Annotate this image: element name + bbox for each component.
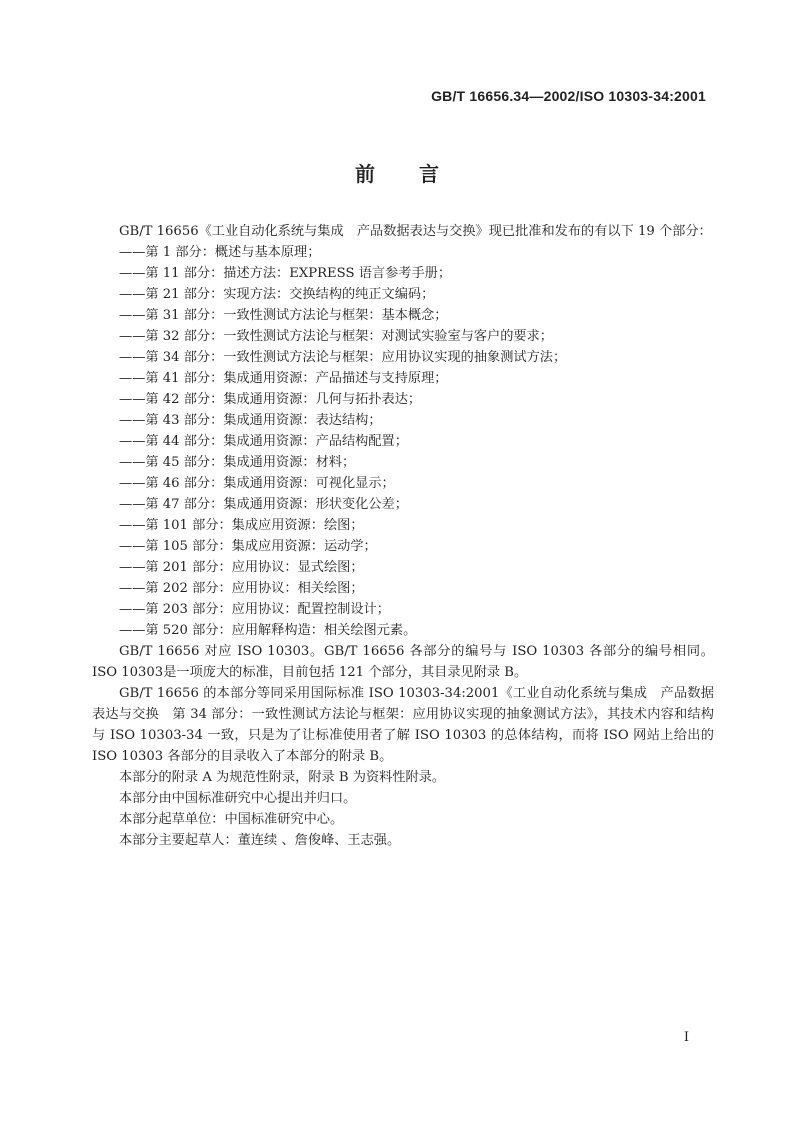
part-list-item: ——第 11 部分：描述方法：EXPRESS 语言参考手册； xyxy=(119,266,452,281)
part-list-item: ——第 21 部分：实现方法：交换结构的纯正文编码； xyxy=(119,287,435,302)
standard-code-header: GB/T 16656.34—2002/ISO 10303-34:2001 xyxy=(431,88,706,104)
part-list-item: ——第 45 部分：集成通用资源：材料； xyxy=(119,455,356,470)
part-list-item: ——第 31 部分：一致性测试方法论与框架：基本概念； xyxy=(119,308,448,323)
part-list-item: ——第 203 部分：应用协议：配置控制设计； xyxy=(119,602,390,617)
foreword-paragraph: GB/T 16656 的本部分等同采用国际标准 ISO 10303-34:2001《工业自动化系统与集成 产品数据表达与交换 第 34 部分：一致性测试方法论与框架：应用协议实现的抽象测试方法》，其技术内容和结构与 ISO 10303-34 一致，只是为了让标准使用者了解 ISO 10303 的总体结构，而将 ISO 网站上给出的 ISO 10303 各部分的目录收入了本部分的附录 B。 xyxy=(92,686,714,764)
page-number: I xyxy=(683,1030,689,1045)
part-list-item: ——第 43 部分：集成通用资源：表达结构； xyxy=(119,413,382,428)
foreword-paragraph: 本部分的附录 A 为规范性附录，附录 B 为资料性附录。 xyxy=(119,770,446,785)
part-list-item: ——第 202 部分：应用协议：相关绘图； xyxy=(119,581,364,596)
part-list-item: ——第 47 部分：集成通用资源：形状变化公差； xyxy=(119,497,408,512)
part-list-item: ——第 42 部分：集成通用资源：几何与拓扑表达； xyxy=(119,392,422,407)
page-title: 前言 xyxy=(355,162,483,186)
part-list-item: ——第 32 部分：一致性测试方法论与框架：对测试实验室与客户的要求； xyxy=(119,329,553,344)
part-list-item: ——第 46 部分：集成通用资源：可视化显示； xyxy=(119,476,395,491)
foreword-paragraph: 本部分由中国标准研究中心提出并归口。 xyxy=(119,791,357,806)
foreword-paragraph: 本部分主要起草人：董连续 、詹俊峰、王志强。 xyxy=(119,833,401,848)
foreword-paragraph: GB/T 16656 对应 ISO 10303。GB/T 16656 各部分的编号与 ISO 10303 各部分的编号相同。ISO 10303是一项庞大的标准，目前包括 121 个部分，其目录见附录 B。 xyxy=(92,644,714,680)
part-list-item: ——第 34 部分：一致性测试方法论与框架：应用协议实现的抽象测试方法； xyxy=(119,350,567,365)
part-list-item: ——第 105 部分：集成应用资源：运动学； xyxy=(119,539,377,554)
intro-paragraph: GB/T 16656《工业自动化系统与集成 产品数据表达与交换》现已批准和发布的有以下 19 个部分： xyxy=(119,224,712,239)
part-list-item: ——第 520 部分：应用解释构造：相关绘图元素。 xyxy=(119,623,417,638)
part-list-item: ——第 44 部分：集成通用资源：产品结构配置； xyxy=(119,434,408,449)
part-list-item: ——第 41 部分：集成通用资源：产品描述与支持原理； xyxy=(119,371,448,386)
foreword-paragraph: 本部分起草单位：中国标准研究中心。 xyxy=(119,812,344,827)
part-list-item: ——第 1 部分：概述与基本原理； xyxy=(119,245,321,260)
foreword-paragraphs xyxy=(92,641,714,851)
foreword-body xyxy=(92,221,714,851)
parts-list xyxy=(92,242,714,641)
part-list-item: ——第 201 部分：应用协议：显式绘图； xyxy=(119,560,364,575)
part-list-item: ——第 101 部分：集成应用资源：绘图； xyxy=(119,518,364,533)
